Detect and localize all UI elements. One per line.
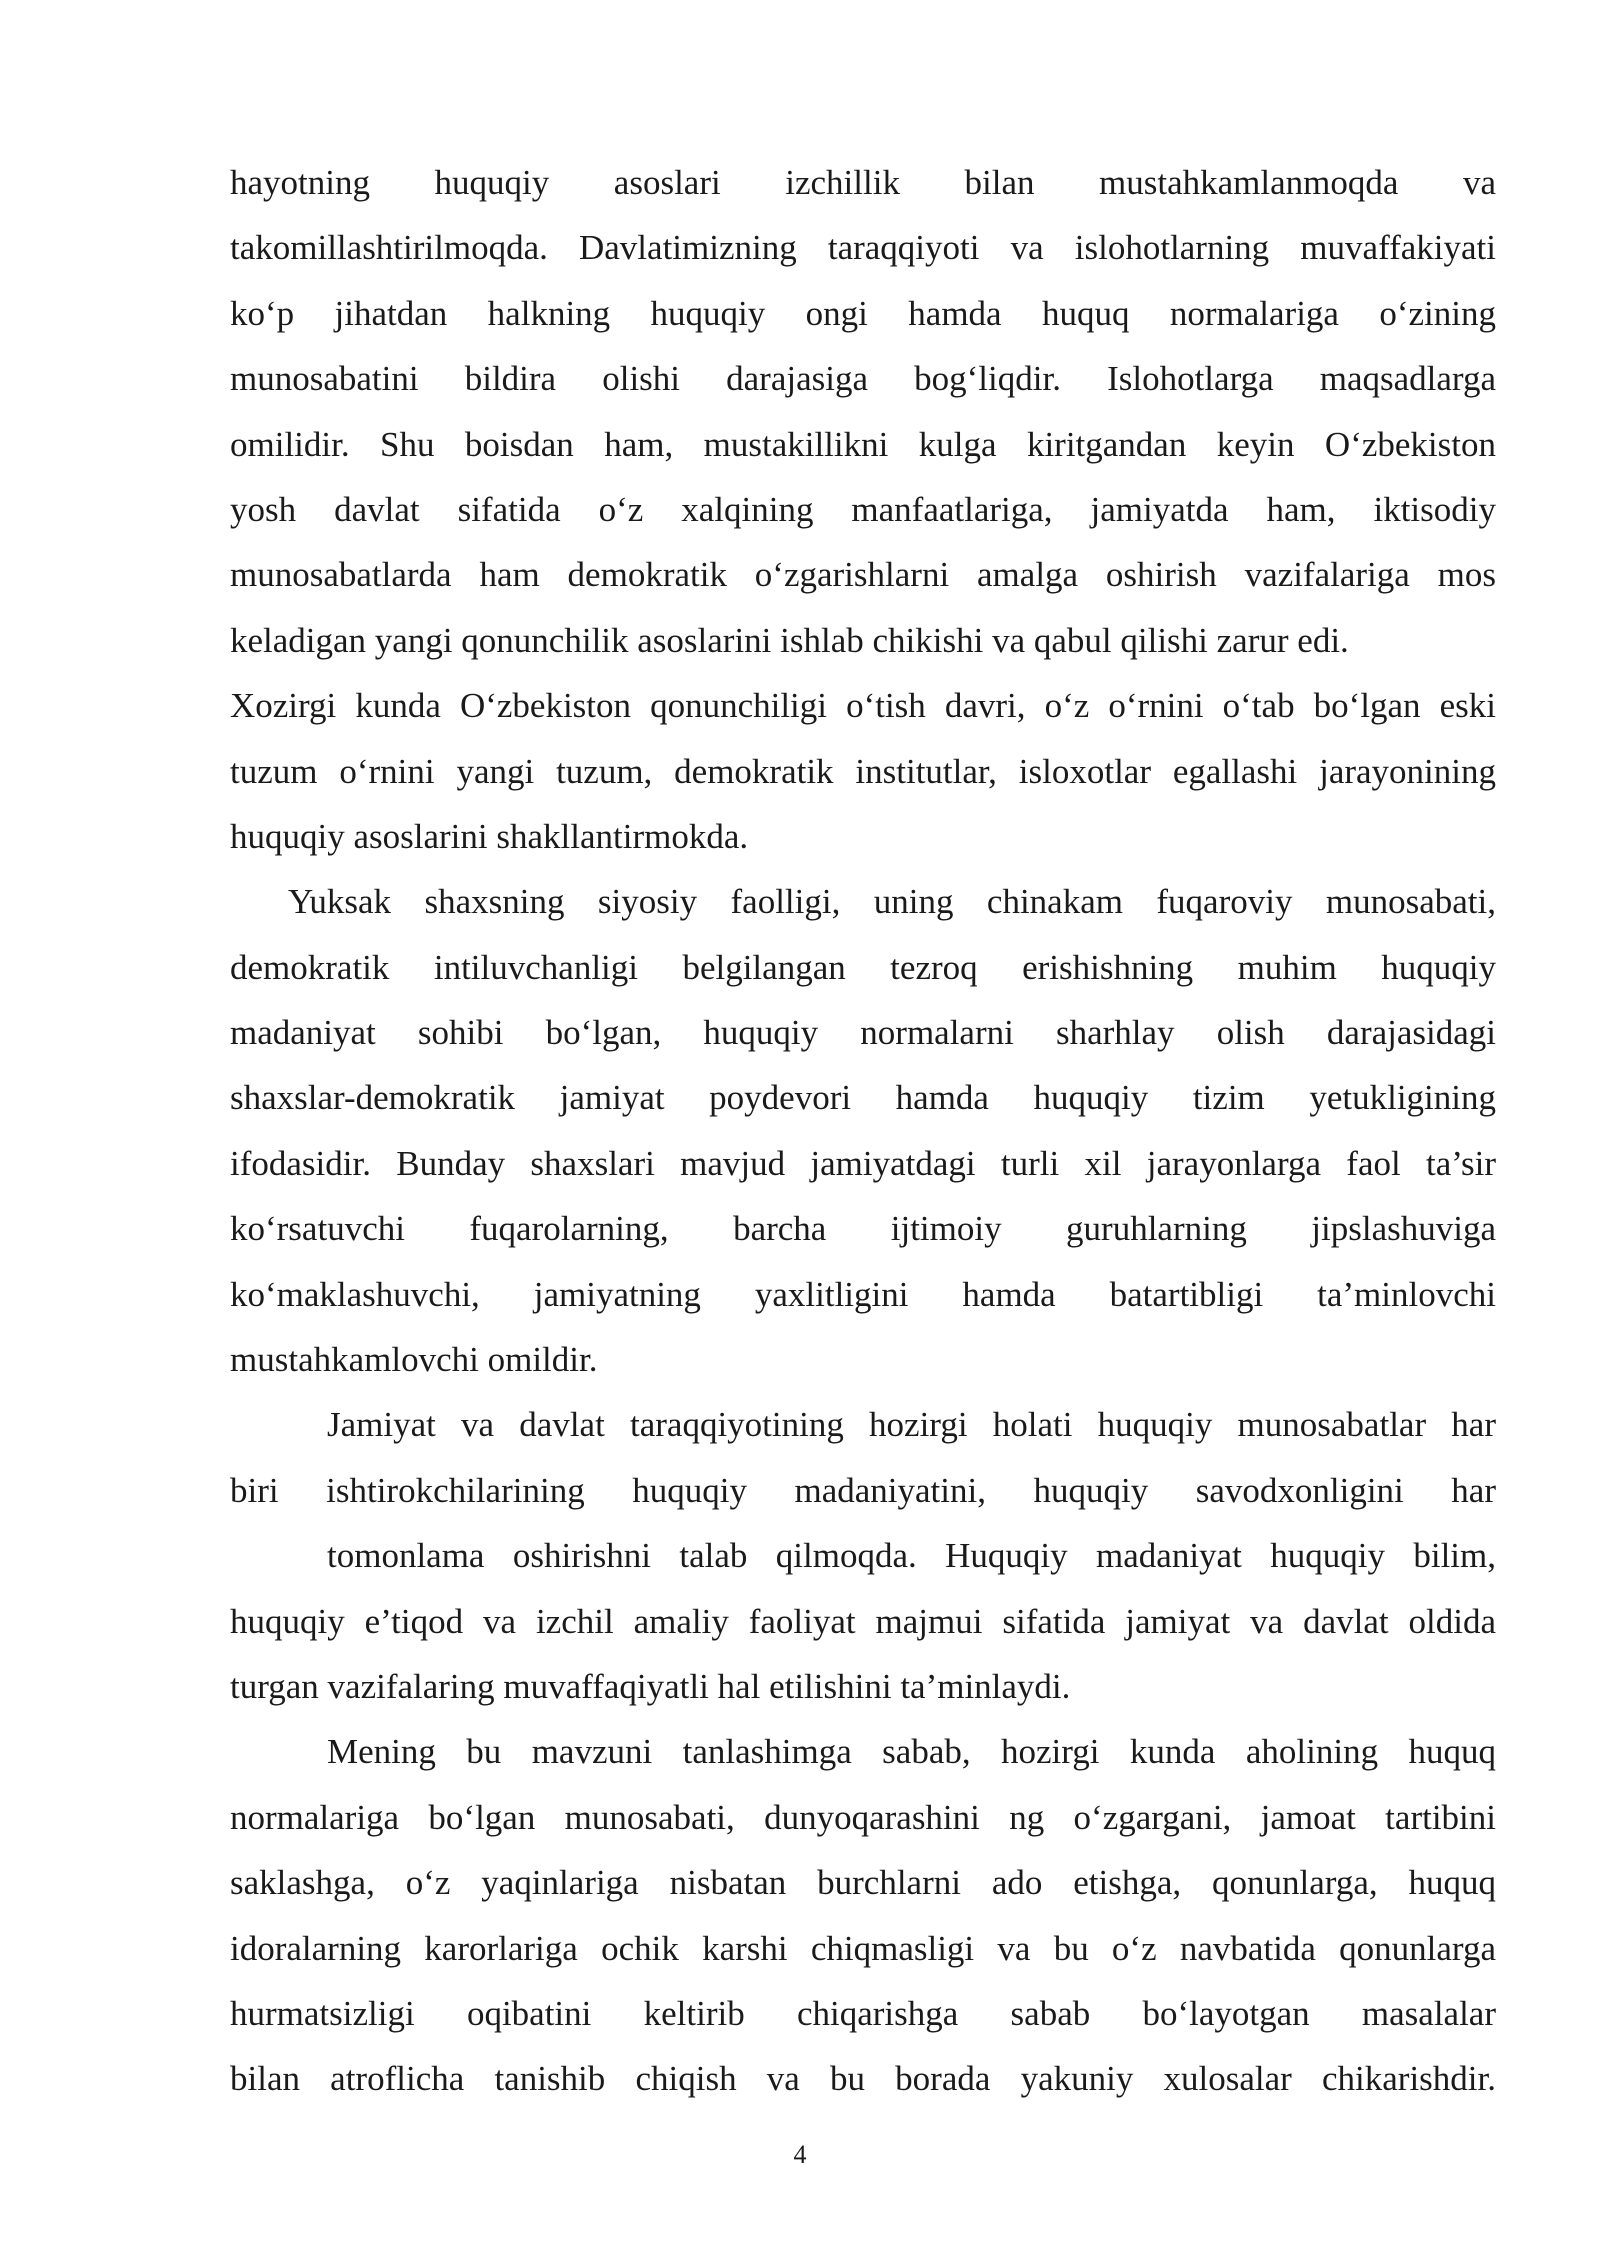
text-line: mustahkamlovchi omildir. bbox=[230, 1340, 598, 1380]
text-line: takomillashtirilmoqda. Davlatimizning taraqqiyoti va islohotlarning muvaffakiyati bbox=[230, 228, 1496, 268]
text-line: munosabatlarda ham demokratik o‘zgarishlarni amalga oshirish vazifalariga mos bbox=[230, 555, 1496, 595]
paragraph-4 bbox=[230, 1719, 1496, 2111]
text-line: Xozirgi kunda O‘zbekiston qonunchiligi o‘tish davri, o‘z o‘rnini o‘tab bo‘lgan eski bbox=[230, 686, 1496, 726]
text-line: biri ishtirokchilarining huquqiy madaniyatini, huquqiy savodxonligini har bbox=[230, 1470, 1496, 1510]
text-line: yosh davlat sifatida o‘z xalqining manfaatlariga, jamiyatda ham, iktisodiy bbox=[230, 489, 1496, 529]
text-line: Yuksak shaxsning siyosiy faolligi, uning chinakam fuqaroviy munosabati, bbox=[288, 882, 1496, 922]
body-text bbox=[230, 150, 1496, 2112]
text-line: Jamiyat va davlat taraqqiyotining hozirgi holati huquqiy munosabatlar har bbox=[327, 1405, 1496, 1445]
text-line: ko‘maklashuvchi, jamiyatning yaxlitligini hamda batartibligi ta’minlovchi bbox=[230, 1274, 1496, 1314]
text-line: ifodasidir. Bunday shaxslari mavjud jamiyatdagi turli xil jarayonlarga faol ta’sir bbox=[230, 1143, 1496, 1183]
text-line: huquqiy e’tiqod va izchil amaliy faoliyat majmui sifatida jamiyat va davlat oldida bbox=[230, 1601, 1496, 1641]
page-number: 4 bbox=[793, 2140, 807, 2169]
text-line: madaniyat sohibi bo‘lgan, huquqiy normalarni sharhlay olish darajasidagi bbox=[230, 1013, 1496, 1053]
text-line: ko‘p jihatdan halkning huquqiy ongi hamda huquq normalariga o‘zining bbox=[230, 293, 1496, 333]
text-line: tomonlama oshirishni talab qilmoqda. Huquqiy madaniyat huquqiy bilim, bbox=[327, 1536, 1496, 1576]
text-line: demokratik intiluvchanligi belgilangan tezroq erishishning muhim huquqiy bbox=[230, 947, 1496, 987]
text-line: hurmatsizligi oqibatini keltirib chiqarishga sabab bo‘layotgan masalalar bbox=[230, 1993, 1496, 2033]
text-line: tuzum o‘rnini yangi tuzum, demokratik institutlar, isloxotlar egallashi jarayonining bbox=[230, 751, 1496, 791]
text-line: normalariga bo‘lgan munosabati, dunyoqarashini ng o‘zgargani, jamoat tartibini bbox=[230, 1797, 1496, 1837]
paragraph-2 bbox=[230, 869, 1496, 1392]
text-line: idoralarning karorlariga ochik karshi chiqmasligi va bu o‘z navbatida qonunlarga bbox=[230, 1928, 1496, 1968]
text-line: turgan vazifalaring muvaffaqiyatli hal etilishini ta’minlaydi. bbox=[230, 1666, 1071, 1706]
text-line: Mening bu mavzuni tanlashimga sabab, hozirgi kunda aholining huquq bbox=[327, 1732, 1496, 1772]
text-line: munosabatini bildira olishi darajasiga bog‘liqdir. Islohotlarga maqsadlarga bbox=[230, 359, 1496, 399]
paragraph-1 bbox=[230, 150, 1496, 869]
text-line: ko‘rsatuvchi fuqarolarning, barcha ijtimoiy guruhlarning jipslashuviga bbox=[230, 1209, 1496, 1249]
text-line: shaxslar-demokratik jamiyat poydevori hamda huquqiy tizim yetukligining bbox=[230, 1078, 1496, 1118]
text-line: hayotning huquqiy asoslari izchillik bilan mustahkamlanmoqda va bbox=[230, 163, 1496, 202]
text-line: omilidir. Shu boisdan ham, mustakillikni kulga kiritgandan keyin O‘zbekiston bbox=[230, 424, 1496, 464]
text-line: huquqiy asoslarini shakllantirmokda. bbox=[230, 816, 749, 856]
text-line: bilan atroflicha tanishib chiqish va bu borada yakuniy xulosalar chikarishdir. bbox=[230, 2059, 1496, 2099]
text-line: saklashga, o‘z yaqinlariga nisbatan burchlarni ado etishga, qonunlarga, huquq bbox=[230, 1863, 1496, 1903]
text-line: keladigan yangi qonunchilik asoslarini ishlab chikishi va qabul qilishi zarur edi. bbox=[230, 620, 1349, 660]
paragraph-3 bbox=[230, 1392, 1496, 1719]
